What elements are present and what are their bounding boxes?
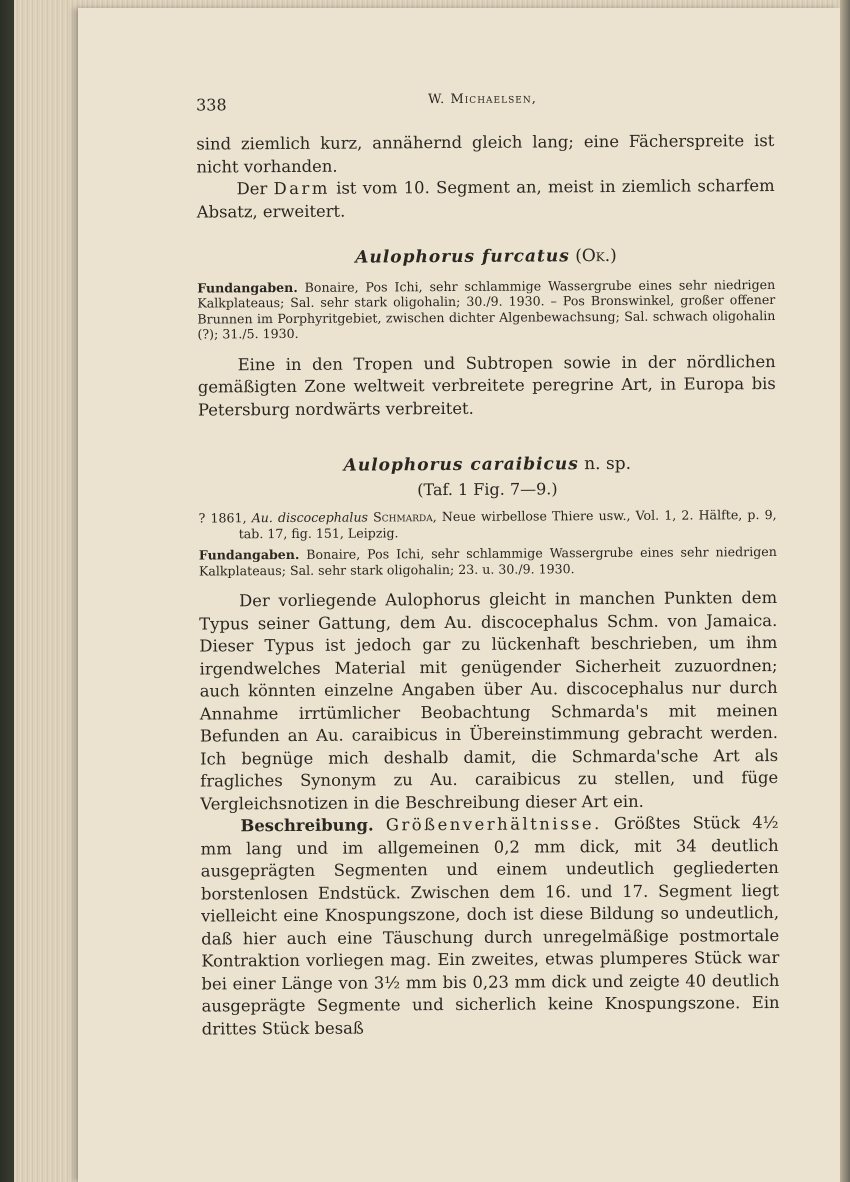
species2-suffix: n. sp. [578,453,632,475]
species2-discussion: Der vorliegende Aulophorus gleicht in manchen Punkten dem Typus seiner Gattung, dem Au. discocephalus Schm. von Jamaica. Dieser Typus ist jedoch gar zu lückenhaft beschrieben, um ihm irgendwelches Material mit genügender Sicherheit zuzuordnen; auch könnten einzelne Angaben über Au. discocephalus nur durch Annahme irrtümlicher Beobachtung Schmarda's mit meinen Befunden an Au. caraibicus in Übereinstimmung gebracht werden. Ich begnüge mich deshalb damit, die Schmarda'sche Art als fragliches Synonym zu Au. caraibicus zu stellen, und füge Vergleichsnotizen in die Beschreibung dieser Art ein. [199,587,779,814]
species1-fundangaben: Fundangaben. Bonaire, Pos Ichi, sehr schlammige Wassergrube eines sehr niedrigen Kalkplateaus; Sal. sehr stark oligohalin; 30./9. 1930. – Pos Bronswinkel, großer offener Brunnen im Porphyritgebiet, zwischen dichter Algenbewachsung; Sal. schwach oligohalin (?); 31./5. 1930. [197,276,776,342]
species2-description: Beschreibung. Größenverhältnisse. Größtes Stück 4½ mm lang und im allgemeinen 0,2 mm dick, mit 34 deutlich ausgeprägten Segmenten und einem undeutlich gegliederten borstenlosen Endstück. Zwischen dem 16. und 17. Segment liegt vielleicht eine Knospungszone, doch ist diese Bildung so undeutlich, daß hier auch eine Täuschung durch unregelmäßige postmortale Kontraktion vorliegen mag. Ein zweites, etwas plumperes Stück war bei einer Länge von 3½ mm bis 0,23 mm dick und zeigte 40 deutlich ausgeprägte Segmente und sicherlich keine Knospungszone. Ein drittes Stück besaß [200,812,780,1039]
species1-distribution: Eine in den Tropen und Subtropen sowie in der nördlichen gemäßigten Zone weltweit verbreitete peregrine Art, in Europa bis Petersburg nordwärts verbreitet. [197,351,776,420]
species1-name: Aulophorus furcatus [355,246,570,268]
intro-paragraph-1: sind ziemlich kurz, annähernd gleich lang; eine Fächerspreite ist nicht vorhanden. [196,131,775,177]
species2-name: Aulophorus caraibicus [343,454,579,476]
darm-term: Darm [273,178,330,199]
intro-paragraph-2: Der Darm ist vom 10. Segment an, meist in ziemlich scharfem Absatz, erweitert. [196,176,775,222]
page-content [120,86,786,1041]
main-text [196,130,780,1041]
page-number: 338 [196,95,227,115]
species2-fundangaben: Fundangaben. Bonaire, Pos Ichi, sehr schlammige Wassergrube eines sehr niedrigen Kalkplateaus; Sal. sehr stark oligohalin; 23. u. 30./9. 1930. [198,543,777,579]
species1-author: (Ok.) [569,245,617,267]
running-head [196,86,780,114]
running-author: W. Michaelsen, [428,91,537,108]
species2-synonymy: ? 1861, Au. discocephalus Schmarda, Neue wirbellose Thiere usw., Vol. 1, 2. Hälfte, p. 9, tab. 17, fig. 151, Leipzig. Fundangaben. Bonaire, Pos Ichi, sehr schlammige Wassergrube eines sehr niedrigen Kalkplateaus; Sal. sehr stark oligohalin; 23. u. 30./9. 1930. [198,506,777,579]
species1-heading [197,244,775,270]
species2-heading [198,452,776,478]
page-edge [840,0,850,1182]
species2-plate-ref: (Taf. 1 Fig. 7—9.) [417,478,558,499]
